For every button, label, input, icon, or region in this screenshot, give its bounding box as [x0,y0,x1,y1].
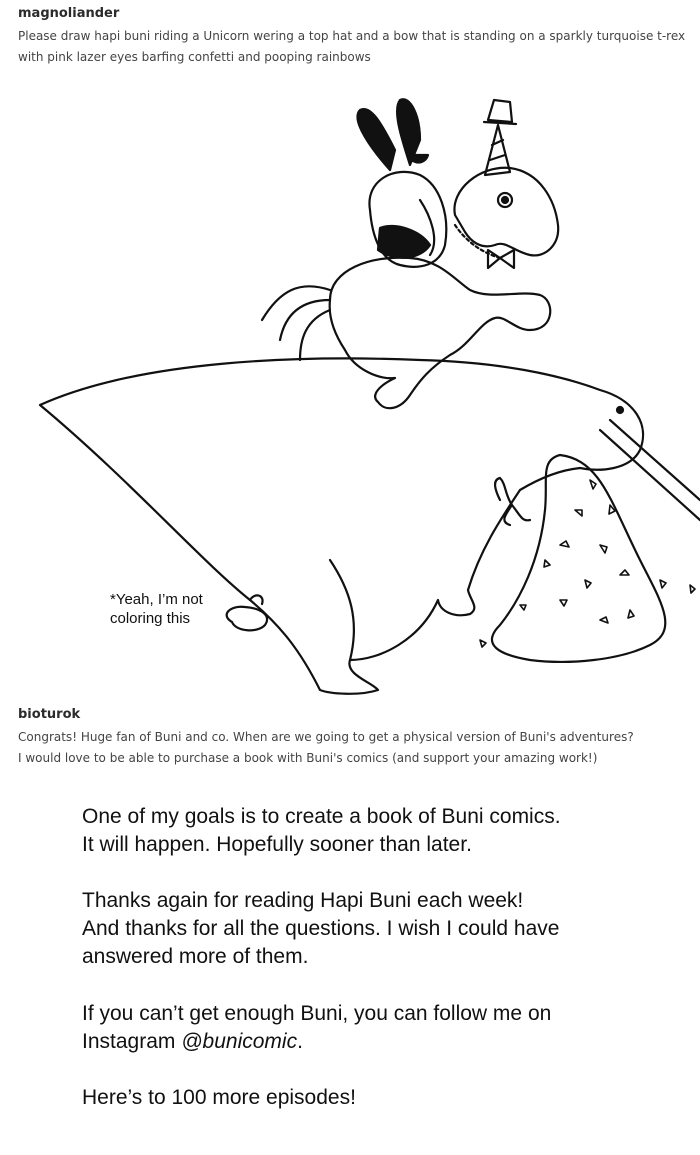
question-text [18,727,700,769]
answer-line: And thanks for all the questions. I wish I could have [82,917,560,940]
drawing-note [110,590,203,628]
answer-text: . [297,1030,303,1053]
laser-beam [600,420,700,520]
question-text [18,26,700,68]
unicorn-head [454,168,558,256]
instagram-handle: @bunicomic [181,1030,298,1053]
answer-text: Instagram [82,1030,182,1053]
note-line: coloring this [110,610,191,627]
answer-line: answered more of them. [82,945,309,968]
answer-paragraph [82,1000,682,1056]
trex-body [40,358,643,693]
confetti-barf [492,455,665,662]
buni-mark [378,226,430,258]
buni-ear [357,109,395,170]
answer-line [82,1028,682,1056]
question-username: bioturok [18,707,81,722]
question-line: Please draw hapi buni riding a Unicorn wering a top hat and a bow that is standing on a sparkly turquoise t-rex [18,29,686,43]
question-line: Congrats! Huge fan of Buni and co. When are we going to get a physical version of Buni's adventures? [18,730,634,744]
buni-unicorn-trex-drawing [0,70,700,695]
poop [227,595,267,630]
note-line: *Yeah, I’m not [110,591,203,608]
answer-line: If you can’t get enough Buni, you can follow me on [82,1002,552,1025]
question-username: magnoliander [18,6,120,21]
unicorn-body [330,258,551,409]
bow [488,250,514,268]
answer-line: One of my goals is to create a book of Buni comics. [82,805,561,828]
answer-line: It will happen. Hopefully sooner than later. [82,833,472,856]
unicorn-tail [262,286,330,360]
question-line: I would love to be able to purchase a book with Buni's comics (and support your amazing work!) [18,751,598,765]
trex-leg-line [330,560,354,660]
answer-paragraph [82,1084,682,1112]
answer-line: Here’s to 100 more episodes! [82,1086,356,1109]
top-hat [484,100,516,124]
answer-paragraph [82,887,682,971]
trex-eye [617,407,623,413]
answer-line: Thanks again for reading Hapi Buni each week! [82,889,524,912]
answer-paragraph [82,803,682,859]
question-line: with pink lazer eyes barfing confetti and pooping rainbows [18,50,371,64]
